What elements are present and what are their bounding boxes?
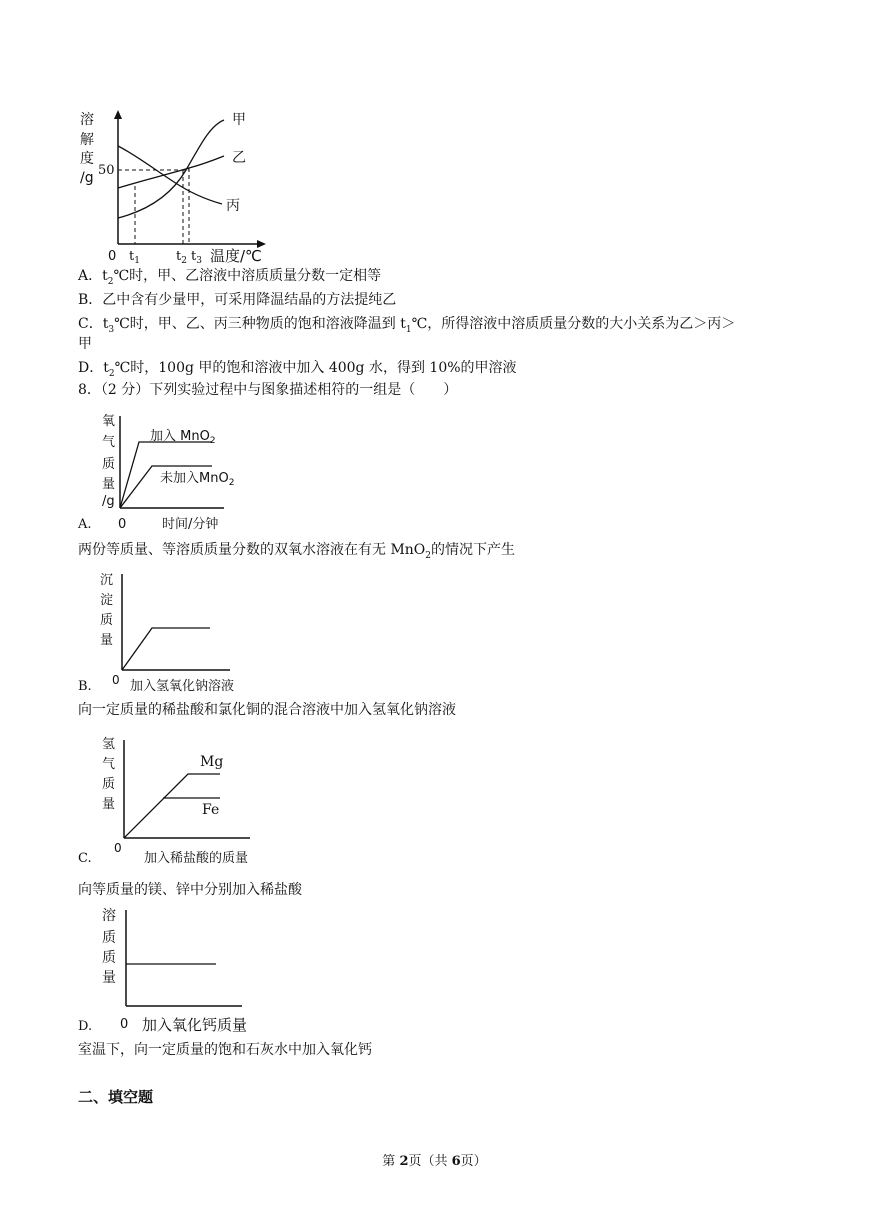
desc-a-text: 的情况下产生 <box>431 542 516 558</box>
x-origin: 0 <box>114 841 122 855</box>
option-d-prefix: D．t <box>78 360 109 376</box>
x-tick-t1: $t_1$ <box>129 249 140 266</box>
q8-stem: 8．（2 分）下列实验过程中与图象描述相符的一组是（ ） <box>78 382 458 398</box>
y-axis-label-char: 质 <box>102 950 116 966</box>
label-without-mno2: 未加入MnO$_2$ <box>160 471 235 488</box>
footer-pre: 第 <box>382 1154 400 1169</box>
y-axis-label-char: 度 <box>80 151 94 167</box>
option-a-label: A. <box>78 517 92 532</box>
y-axis-label-char: 氢 <box>102 737 116 752</box>
y-axis-arrow <box>114 110 122 119</box>
option-c-sub2: 1 <box>405 324 412 335</box>
option-c-label: C. <box>78 851 92 866</box>
y-axis-label-char: 质 <box>100 613 114 628</box>
x-axis-label: 加入氢氧化钠溶液 <box>130 679 235 694</box>
y-axis-label-char: 溶 <box>102 908 116 924</box>
option-a-sub: 2 <box>107 276 114 287</box>
y-axis-label-char: 氧 <box>102 414 116 429</box>
curve-bing <box>118 146 222 204</box>
y-axis-label-char: 淀 <box>100 593 114 608</box>
option-a-prefix: A．t <box>78 268 108 284</box>
y-axis-label-char: /g <box>102 494 115 509</box>
graph-d <box>74 904 274 1036</box>
option-c-sub: 3 <box>108 324 115 335</box>
option-c-mid: ℃时，甲、乙、丙三种物质的饱和溶液降温到 t <box>114 316 406 332</box>
curve-yi <box>118 156 224 188</box>
label-with-mno2: 加入 MnO$_2$ <box>150 429 216 446</box>
y-axis-label-char: 溶 <box>80 112 94 128</box>
q7-option-a <box>78 266 381 292</box>
y-axis-label-char: 量 <box>102 797 116 812</box>
footer-mid: 页（共 <box>408 1154 452 1169</box>
x-origin: 0 <box>112 673 120 687</box>
option-a-text: ℃时，甲、乙溶液中溶质质量分数一定相等 <box>113 268 382 284</box>
y-axis-label-char: 解 <box>80 132 94 148</box>
y-axis-label-char: 质 <box>102 457 116 472</box>
x-origin: 0 <box>108 249 117 264</box>
y-axis-label-char: 质 <box>102 777 116 792</box>
desc-a-prefix: 两份等质量、等溶质质量分数的双氧水溶液在有无 MnO <box>78 542 426 558</box>
option-d-text: ℃时，100g 甲的饱和溶液中加入 400g 水，得到 10%的甲溶液 <box>114 360 517 376</box>
y-axis-label-char: 量 <box>102 477 116 492</box>
graph-b <box>74 568 274 696</box>
y-axis-label-char: 质 <box>102 930 116 946</box>
y-axis-label-char: 量 <box>100 633 114 648</box>
desc-d: 室温下，向一定质量的饱和石灰水中加入氧化钙 <box>78 1042 372 1058</box>
x-axis-label: 加入稀盐酸的质量 <box>144 851 249 866</box>
option-d-label: D. <box>78 1019 93 1034</box>
y-axis-label-char: 气 <box>102 757 116 772</box>
y-axis-label-char: 沉 <box>100 573 114 588</box>
footer-post: 页） <box>460 1154 487 1169</box>
precipitate-line <box>122 628 210 670</box>
page-footer <box>0 1150 869 1169</box>
label-bing: 丙 <box>226 198 240 214</box>
option-d-sub: 2 <box>108 368 115 379</box>
x-tick-t3: $t_3$ <box>191 249 202 266</box>
curve-jia <box>118 120 224 218</box>
x-origin: 0 <box>118 517 127 532</box>
footer-page-number: 2 <box>399 1154 409 1169</box>
label-yi: 乙 <box>232 150 246 166</box>
q7-option-c <box>78 314 735 340</box>
label-fe: Fe <box>202 802 220 818</box>
solubility-graph <box>74 104 284 266</box>
graph-c <box>74 732 274 868</box>
section-title: 二、填空题 <box>78 1088 154 1106</box>
option-b-label: B. <box>78 679 92 694</box>
x-axis-label: 温度/℃ <box>210 247 262 265</box>
x-axis-label: 时间/分钟 <box>162 517 219 532</box>
desc-a <box>78 540 515 566</box>
graph-a <box>74 408 254 536</box>
q7-option-c-line2: 甲 <box>78 336 92 352</box>
desc-b: 向一定质量的稀盐酸和氯化铜的混合溶液中加入氢氧化钠溶液 <box>78 702 456 718</box>
y-tick-50: 50 <box>98 163 115 178</box>
desc-a-sub: 2 <box>425 550 432 561</box>
footer-total-pages: 6 <box>451 1154 461 1169</box>
q7-option-b: B．乙中含有少量甲，可采用降温结晶的方法提纯乙 <box>78 292 397 308</box>
y-axis-label-char: /g <box>80 170 94 186</box>
option-c-prefix: C．t <box>78 316 109 332</box>
x-origin: 0 <box>120 1017 129 1032</box>
label-jia: 甲 <box>232 112 246 128</box>
y-axis-label-char: 气 <box>102 435 116 450</box>
option-c-text: ℃，所得溶液中溶质质量分数的大小关系为乙＞丙＞ <box>411 316 736 332</box>
label-mg: Mg <box>200 754 224 770</box>
desc-c: 向等质量的镁、锌中分别加入稀盐酸 <box>78 882 302 898</box>
x-tick-t2: $t_2$ <box>176 249 187 266</box>
y-axis-label-char: 量 <box>102 970 116 986</box>
x-axis-label: 加入氧化钙质量 <box>142 1016 248 1034</box>
